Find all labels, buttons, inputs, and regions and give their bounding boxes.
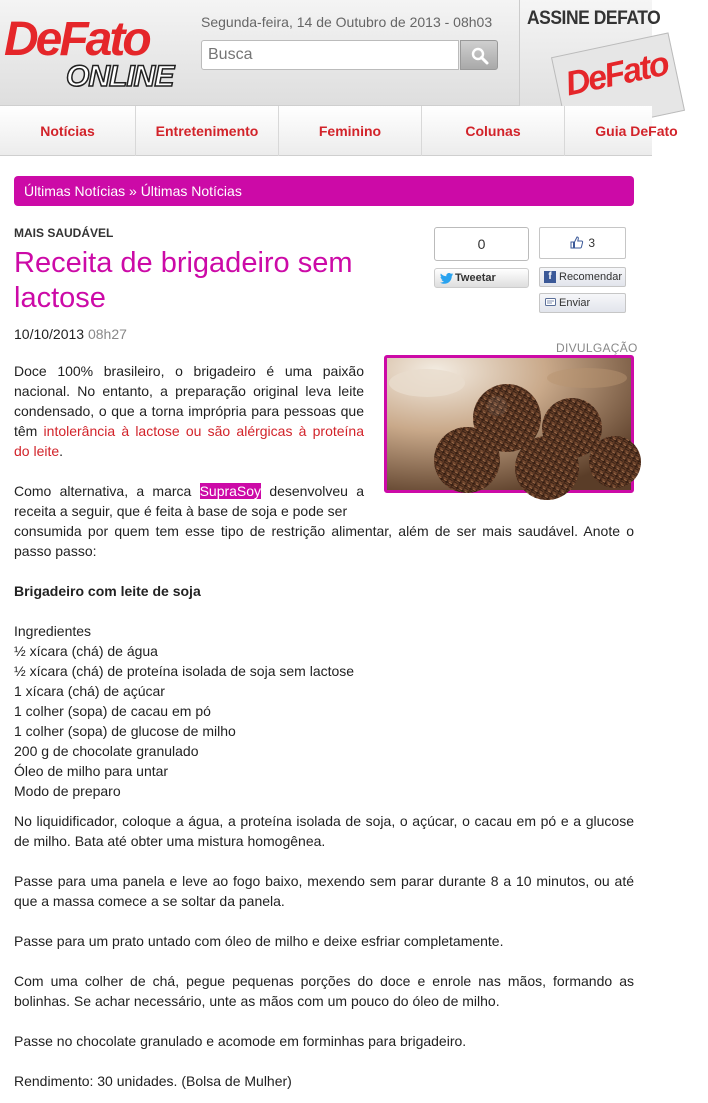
nav-item-feminino[interactable]: Feminino: [279, 106, 422, 156]
article-title: Receita de brigadeiro sem lactose: [14, 247, 353, 314]
nav-item-colunas[interactable]: Colunas: [422, 106, 565, 156]
section-label: MAIS SAUDÁVEL: [14, 226, 114, 240]
method-heading: Modo de preparo: [14, 783, 121, 799]
send-label: Enviar: [559, 297, 591, 309]
ingredient-item: 200 g de chocolate granulado: [14, 743, 199, 759]
method-step: Passe para um prato untado com óleo de milho e deixe esfriar completamente.: [14, 933, 504, 949]
alternative-text: Como alternativa, a marca: [14, 483, 200, 499]
nav-item-guia[interactable]: Guia DeFato: [595, 123, 678, 139]
ingredient-item: ½ xícara (chá) de proteína isolada de soja sem lactose: [14, 663, 355, 679]
main-nav: [0, 106, 678, 156]
subscribe-banner[interactable]: [519, 0, 671, 106]
search-bar: [201, 40, 497, 70]
brigadeiro-image: [387, 358, 631, 490]
brigadeiro-photo: [384, 355, 634, 493]
ingredient-item: 1 xícara (chá) de açúcar: [14, 683, 165, 699]
tweet-count: 0: [434, 227, 529, 261]
subscribe-title: ASSINE DEFATO: [527, 8, 661, 29]
newspaper-logo: DeFato: [562, 44, 671, 104]
ingredient-item: Óleo de milho para untar: [14, 763, 169, 779]
ingredient-item: 1 colher (sopa) de cacau em pó: [14, 703, 211, 719]
date-text: 10/10/2013: [14, 326, 85, 342]
recipe-yield: Rendimento: 30 unidades. (Bolsa de Mulher): [14, 1073, 292, 1089]
method-step: Passe para uma panela e leve ao fogo baixo, mexendo sem parar durante 8 a 10 minutos, ou até que a massa comece a se soltar da panela.: [14, 873, 634, 909]
ingredient-item: ½ xícara (chá) de água: [14, 643, 158, 659]
facebook-icon: f: [544, 271, 556, 283]
article-date: [14, 326, 127, 342]
site-header: [0, 0, 671, 106]
current-date: Segunda-feira, 14 de Outubro de 2013 - 08h03: [201, 14, 493, 30]
alternative-paragraph-part2: consumida por quem tem esse tipo de restrição alimentar, além de ser mais saudável. Anote o passo passo:: [14, 523, 634, 559]
image-credit: DIVULGAÇÃO: [556, 341, 638, 355]
tweet-label: Tweetar: [455, 272, 496, 284]
intro-paragraph: [14, 361, 364, 461]
send-button[interactable]: [539, 293, 626, 313]
time-text: 08h27: [87, 326, 127, 342]
search-icon: [471, 47, 489, 65]
alternative-paragraph-part1: [14, 481, 364, 521]
method-step: Com uma colher de chá, pegue pequenas porções do doce e enrole nas mãos, formando as bolinhas. Se achar necessário, unte as mãos com um pouco do óleo de milho.: [14, 973, 634, 1009]
logo-main-text: DeFato: [4, 13, 149, 66]
site-logo[interactable]: [4, 13, 184, 98]
send-message-icon: [545, 298, 556, 308]
method-step: Passe no chocolate granulado e acomode em forminhas para brigadeiro.: [14, 1033, 467, 1049]
like-count-box: [539, 227, 626, 259]
intro-text: Doce 100% brasileiro, o brigadeiro é uma paixão nacional. No entanto, a preparação original leva leite condensado, o que a torna imprópria para pessoas que têm: [14, 363, 364, 439]
intolerance-link[interactable]: intolerância à lactose ou são alérgicas à proteína do leite: [14, 423, 364, 459]
like-count: 3: [588, 236, 596, 250]
search-button[interactable]: [460, 40, 498, 70]
thumbs-up-icon: [570, 236, 583, 249]
recipe-title: Brigadeiro com leite de soja: [14, 583, 201, 599]
ingredients-heading: Ingredientes: [14, 623, 92, 639]
recommend-button[interactable]: [539, 267, 626, 287]
search-input[interactable]: [201, 40, 459, 70]
nav-item-entretenimento[interactable]: Entretenimento: [136, 106, 279, 156]
alternative-text-cont: desenvolveu a receita a seguir, que é feita à base de soja e pode ser: [14, 483, 364, 519]
intro-end: .: [59, 443, 64, 459]
tweet-button[interactable]: [434, 268, 529, 288]
method-step: No liquidificador, coloque a água, a proteína isolada de soja, o açúcar, o cacau em pó e a glucose de milho. Bata até obter uma mistura homogênea.: [14, 813, 634, 849]
twitter-bird-icon: [440, 273, 453, 284]
breadcrumb[interactable]: Últimas Notícias » Últimas Notícias: [14, 176, 634, 206]
nav-item-noticias[interactable]: Notícias: [0, 106, 136, 156]
brand-link-suprasoy[interactable]: SupraSoy: [199, 483, 262, 499]
logo-sub-text: ONLINE: [66, 60, 174, 93]
recommend-label: Recomendar: [559, 271, 622, 283]
ingredient-item: 1 colher (sopa) de glucose de milho: [14, 723, 236, 739]
